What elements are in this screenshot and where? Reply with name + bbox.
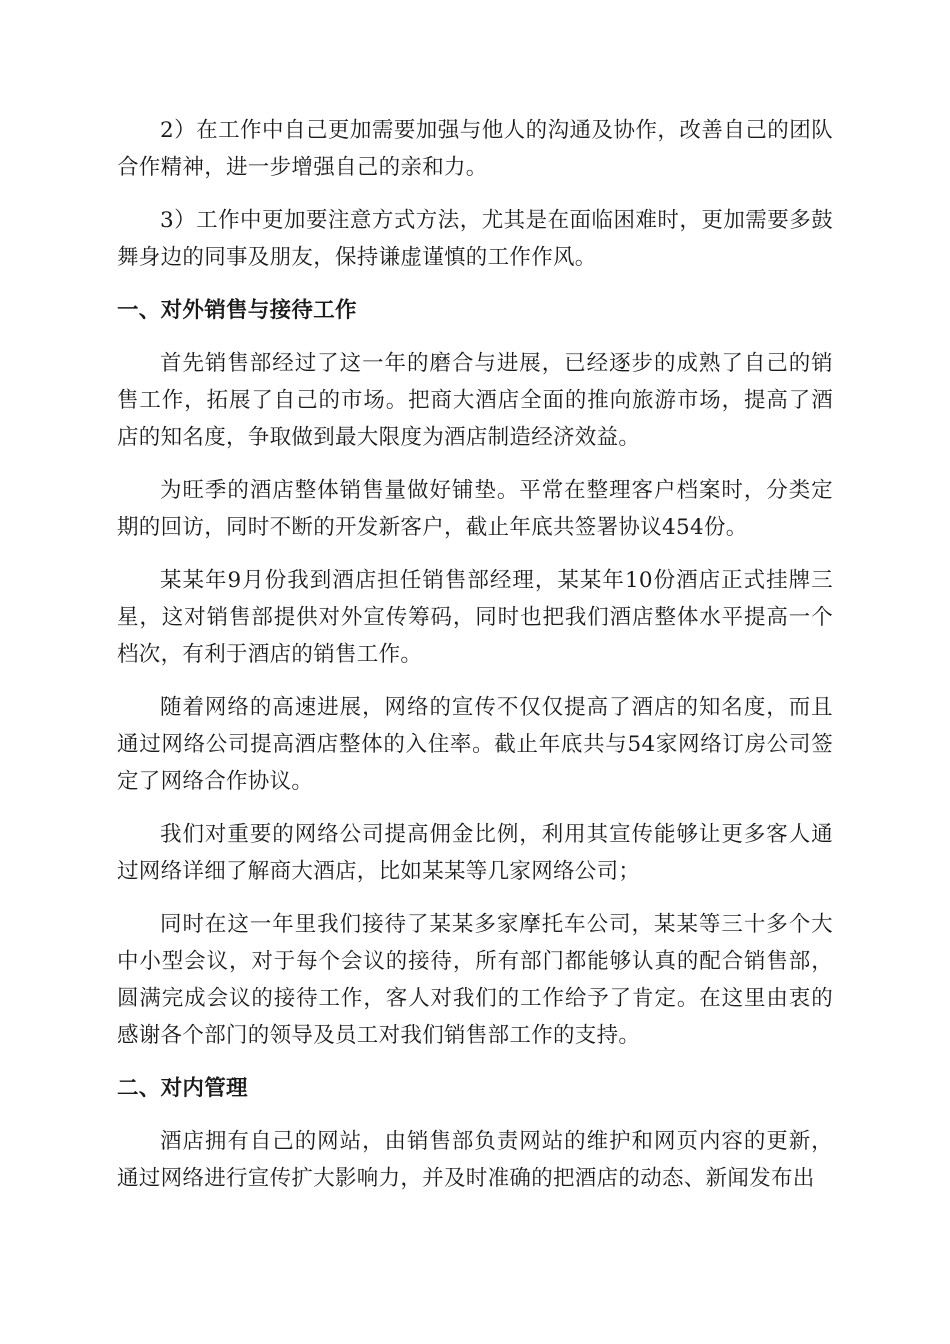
paragraph-network-promotion: 随着网络的高速进展，网络的宣传不仅仅提高了酒店的知名度，而且通过网络公司提高酒店整体的入住率。截止年底共与54家网络订房公司签定了网络合作协议。 bbox=[117, 695, 833, 794]
paragraph-peak-season: 为旺季的酒店整体销售量做好铺垫。平常在整理客户档案时，分类定期的回访，同时不断的开发新客户，截止年底共签署协议454份。 bbox=[117, 478, 833, 540]
heading-internal-management: 二、对内管理 bbox=[117, 1076, 248, 1101]
paragraph-conferences: 同时在这一年里我们接待了某某多家摩托车公司，某某等三十多个大中小型会议，对于每个会议的接待，所有部门都能够认真的配合销售部，圆满完成会议的接待工作，客人对我们的工作给予了肯定。在这里由衷的感谢各个部门的领导及员工对我们销售部工作的支持。 bbox=[117, 912, 833, 1048]
heading-external-sales: 一、对外销售与接待工作 bbox=[117, 298, 357, 323]
paragraph-communication: 2）在工作中自己更加需要加强与他人的沟通及协作，改善自己的团队合作精神，进一步增强自己的亲和力。 bbox=[117, 118, 833, 180]
paragraph-working-style: 3）工作中更加要注意方式方法，尤其是在面临困难时，更加需要多鼓舞身边的同事及朋友，保持谦虚谨慎的工作作风。 bbox=[117, 208, 833, 270]
paragraph-commission: 我们对重要的网络公司提高佣金比例，利用其宣传能够让更多客人通过网络详细了解商大酒店，比如某某等几家网络公司； bbox=[117, 822, 833, 884]
paragraph-website: 酒店拥有自己的网站，由销售部负责网站的维护和网页内容的更新，通过网络进行宣传扩大影响力，并及时准确的把酒店的动态、新闻发布出 bbox=[117, 1129, 833, 1191]
paragraph-sales-department: 首先销售部经过了这一年的磨合与进展，已经逐步的成熟了自己的销售工作，拓展了自己的市场。把商大酒店全面的推向旅游市场，提高了酒店的知名度，争取做到最大限度为酒店制造经济效益。 bbox=[117, 351, 833, 450]
document-page bbox=[117, 112, 833, 1213]
paragraph-three-star: 某某年9月份我到酒店担任销售部经理，某某年10份酒店正式挂牌三星，这对销售部提供对外宣传筹码，同时也把我们酒店整体水平提高一个档次，有利于酒店的销售工作。 bbox=[117, 568, 833, 667]
